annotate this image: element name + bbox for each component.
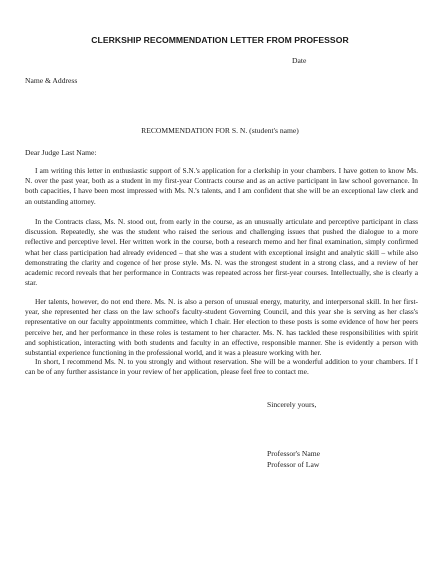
date-line: Date (292, 56, 307, 65)
salutation: Dear Judge Last Name: (25, 148, 97, 157)
closing: Sincerely yours, (267, 400, 317, 409)
body-paragraph-2: In the Contracts class, Ms. N. stood out, from early in the course, as an unusually articulate and perceptive participant in class discussion. Repeatedly, she was the student who raised the serious and challenging issues that pushed the dialogue to a more reflective and perceptive level. Her written work in the course, both a research memo and her final examination, simply confirmed what her class participation had already evidenced – that she was a student with exceptional insight and analytic skill – while also demonstrating the clarity and cogence of her prose style. Ms. N. was the strongest student in a strong class, and a review of her academic record reveals that her performance in Contracts was repeated across her first-year courses. Intellectually, she is clearly a star. (25, 217, 418, 288)
signature-name: Professor's Name (267, 449, 321, 458)
name-address-line: Name & Address (25, 76, 78, 85)
letter-title: CLERKSHIP RECOMMENDATION LETTER FROM PROFESSOR (91, 35, 349, 45)
reference-line: RECOMMENDATION FOR S. N. (student's name) (141, 126, 299, 135)
body-paragraph-1: I am writing this letter in enthusiastic support of S.N.'s application for a clerkship in your chambers. I have gotten to know Ms. N. over the past year, both as a student in my first-year Contracts course and as an active participant in law school governance. In both capacities, I have been most impressed with Ms. N.'s talents, and I am confident that she will be an exceptional law clerk and an outstanding attorney. (25, 166, 418, 206)
body-paragraph-4: In short, I recommend Ms. N. to you strongly and without reservation. She will be a wonderful addition to your chambers. If I can be of any further assistance in your review of her application, please feel free to contact me. (25, 357, 418, 377)
signature-title: Professor of Law (267, 460, 320, 469)
body-paragraph-3: Her talents, however, do not end there. Ms. N. is also a person of unusual energy, maturity, and interpersonal skill. In her first-year, she represented her class on the law school's faculty-student Governing Council, and this year she is serving as her class's representative on our faculty appointments committee, which I chair. Her election to these posts is some evidence of how her peers perceive her, and her performance in these roles is testament to her character. Ms. N. has tackled these responsibilities with spirit and sophistication, interacting with both students and faculty in an effective, responsible manner. She is evidently a person with substantial experience functioning in the professional world, and it was a pleasure working with her. (25, 297, 418, 358)
